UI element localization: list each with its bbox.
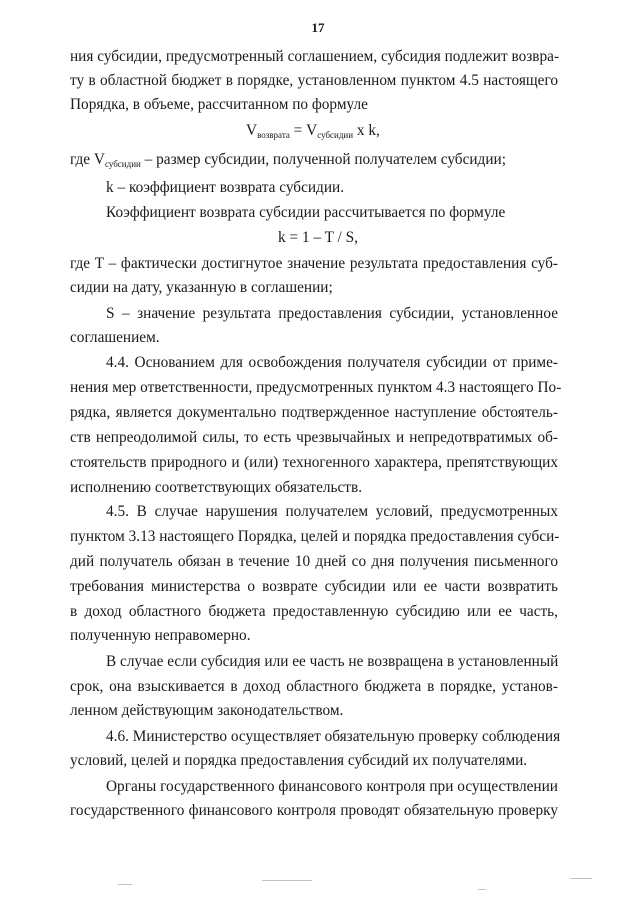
text-line: в доход областного бюджета предоставленную субсидию или ее часть, [70,603,558,620]
scan-speck [118,884,132,885]
where-prefix: где V [70,151,105,168]
text-line: k – коэффициент возврата субсидии. [106,179,345,196]
formula-subscript: субсидии [317,130,354,140]
text-line: исполнению соответствующих обязательств. [70,479,363,496]
formula-subscript: возврата [257,130,290,140]
scan-speck [478,889,486,890]
text-line: Органы государственного финансового контроля при осуществлении [106,778,558,795]
text-line: 4.5. В случае нарушения получателем условий, предусмотренных [106,503,558,520]
text-line: В случае если субсидия или ее часть не возвращена в установленный [106,653,559,670]
text-line: сидии на дату, указанную в соглашении; [70,279,333,296]
text-line: соглашением. [70,329,160,346]
where-text: – размер субсидии, полученной получателем субсидии; [140,151,506,168]
text-line: государственного финансового контроля проводят обязательную проверку [70,802,558,819]
formula-symbol: V [246,122,258,139]
formula-return [246,121,380,141]
text-line: Порядка, в объеме, рассчитанном по формуле [70,96,368,113]
text-line: ту в областной бюджет в порядке, установленном пунктом 4.5 настоящего [70,72,558,89]
formula-symbol: = V [289,122,318,139]
text-line: требования министерства о возврате субсидии или ее части возвратить [70,578,558,595]
text-line [70,150,558,170]
text-line: условий, целей и порядка предоставления субсидий их получателями. [70,752,528,769]
text-line: ств непреодолимой силы, то есть чрезвычайных и непредотвратимых об- [70,429,558,446]
text-line: пунктом 3.13 настоящего Порядка, целей и порядка предоставления субси- [70,528,560,545]
page-number: 17 [311,20,325,35]
text-line: где T – фактически достигнутое значение результата предоставления суб- [70,255,558,272]
text-line: ленном действующим законодательством. [70,702,344,719]
formula-symbol: x k, [353,122,380,139]
text-line: полученную неправомерно. [70,627,251,644]
text-line: нения мер ответственности, предусмотренных пунктом 4.3 настоящего По- [70,379,562,396]
text-line: 4.6. Министерство осуществляет обязательную проверку соблюдения [106,728,561,745]
text-line: стоятельств природного и (или) техногенного характера, препятствующих [70,454,558,471]
where-subscript: субсидии [104,159,141,169]
text-line: дий получатель обязан в течение 10 дней со дня получения письменного [70,553,558,570]
text-line: ния субсидии, предусмотренный соглашением, субсидия подлежит возвра- [70,48,560,65]
text-line: рядка, является документально подтвержденное наступление обстоятель- [70,404,558,421]
formula-coefficient: k = 1 – T / S, [278,229,358,246]
scan-speck [262,880,312,881]
text-line: 4.4. Основанием для освобождения получателя субсидии от приме- [106,354,558,371]
scan-speck [570,878,592,879]
text-line: срок, она взыскивается в доход областного бюджета в порядке, установ- [70,678,558,695]
text-line: Коэффициент возврата субсидии рассчитывается по формуле [106,204,506,221]
text-line: S – значение результата предоставления субсидии, установленное [106,305,558,322]
